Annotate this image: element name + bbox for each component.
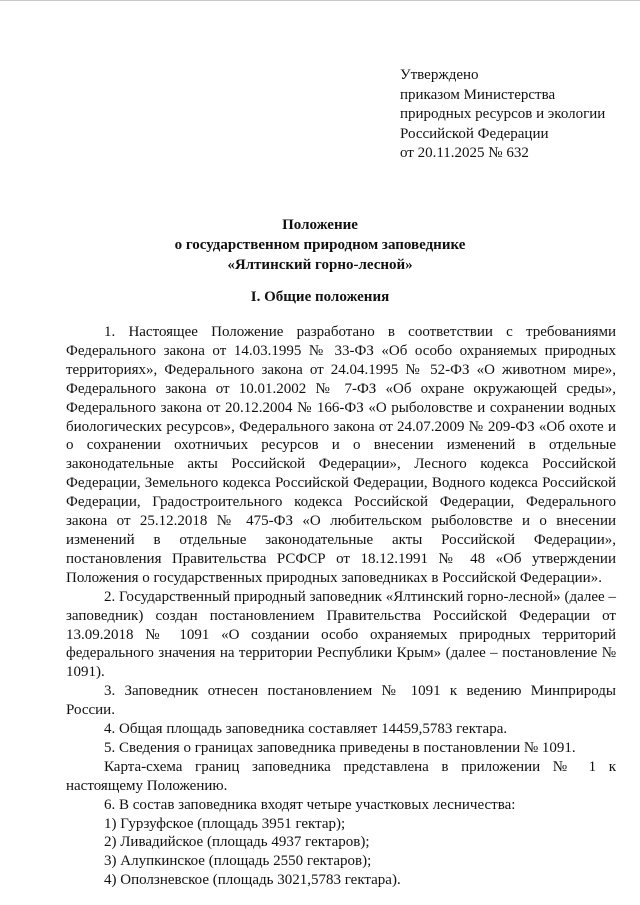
list-item: 1) Гурзуфское (площадь 3951 гектар); [104,815,346,832]
list-item: 4) Оползневское (площадь 3021,5783 гектара). [104,872,401,889]
document-body [66,323,616,890]
paragraph-5-map: Карта-схема границ заповедника представлена в приложении № 1 к настоящему Положению. [66,758,616,794]
approval-line: приказом Министерства [400,86,556,103]
list-item: 3) Алупкинское (площадь 2550 гектаров); [104,853,372,870]
paragraph-1: 1. Настоящее Положение разработано в соответствии с требованиями Федерального закона от 14.03.1995 № 33-ФЗ «Об особо охраняемых природных территориях», Федерального закона от 24.04.1995 № 52-ФЗ «О животном мире», Федерального закона от 10.01.2002 № 7-ФЗ «Об охране окружающей среды», Федерального закона от 20.12.2004 № 166-ФЗ «О рыболовстве и сохранении водных биологических ресурсов», Федерального закона от 24.07.2009 № 209-ФЗ «Об охоте и о сохранении охотничьих ресурсов и о внесении изменений в отдельные законодательные акты Российской Федерации», Лесного кодекса Российской Федерации, Земельного кодекса Российской Федерации, Водного кодекса Российской Федерации, Градостроительного кодекса Российской Федерации, Федерального закона от 25.12.2018 № 475-ФЗ «О любительском рыболовстве и о внесении изменений в отдельные законодательные акты Российской Федерации», постановления Правительства РСФСР от 18.12.1991 № 48 «Об утверждении Положения о государственных природных заповедниках в Российской Федерации». [66,324,616,586]
approval-block [400,66,605,164]
paragraph-6: 6. В состав заповедника входят четыре участковых лесничества: [104,796,516,813]
approval-date-line: от 20.11.2025 № 632 [400,145,529,161]
title-line: «Ялтинский горно-лесной» [227,257,413,273]
list-item: 2) Ливадийское (площадь 4937 гектаров); [104,834,370,851]
paragraph-5: 5. Сведения о границах заповедника приведены в постановлении № 1091. [104,739,576,756]
approval-line: Российской Федерации [400,125,549,142]
approval-line: Утверждено [400,67,479,83]
section-heading: I. Общие положения [250,289,390,305]
scan-top-edge [0,0,640,4]
paragraph-2: 2. Государственный природный заповедник «Ялтинский горно-лесной» (далее – заповедник) создан постановлением Правительства Российской Федерации от 13.09.2018 № 1091 «О создании особо охраняемых природных территорий федерального значения на территории Республики Крым» (далее – постановление № 1091). [66,588,616,681]
approval-line: природных ресурсов и экологии [400,106,606,122]
document-title [0,215,640,275]
paragraph-4: 4. Общая площадь заповедника составляет 14459,5783 гектара. [104,721,508,738]
paragraph-3: 3. Заповедник отнесен постановлением № 1091 к ведению Минприроды России. [66,683,616,719]
title-line: о государственном природном заповеднике [174,237,466,253]
title-line: Положение [282,217,358,233]
